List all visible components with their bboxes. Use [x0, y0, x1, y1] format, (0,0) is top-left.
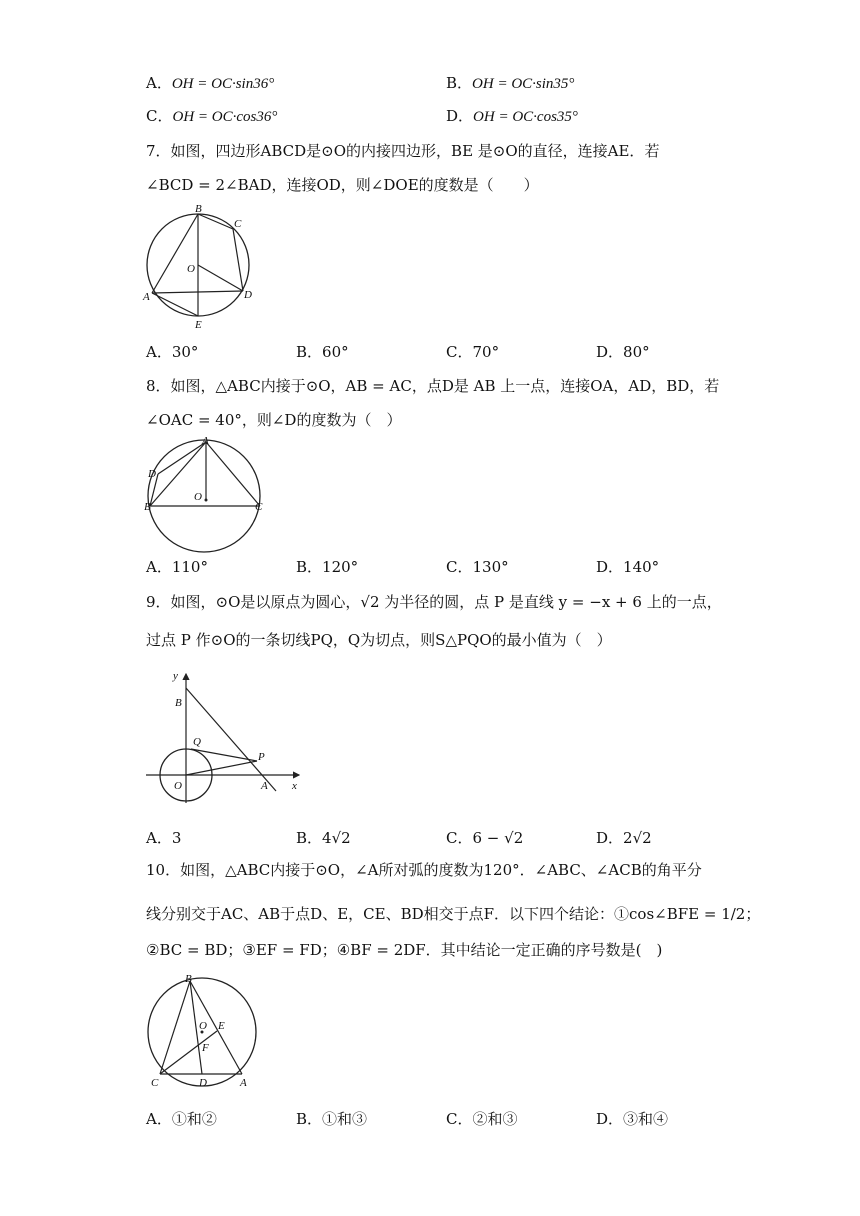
q9-label-q: Q: [193, 736, 201, 748]
q7-label-a: A: [143, 291, 150, 303]
q8-stem-line2: ∠OAC = 40°，则∠D的度数为（ ）: [146, 411, 402, 429]
q8-option-a: A．110°: [146, 558, 208, 576]
q6-option-d: D．OH = OC·cos35°: [446, 107, 578, 125]
q8-label-c: C: [255, 501, 263, 513]
q8-label-a: A: [202, 435, 209, 447]
q10-label-e: E: [218, 1020, 225, 1032]
q6-option-b: B．OH = OC·sin35°: [446, 74, 575, 92]
q10-label-d: D: [199, 1077, 207, 1089]
q10-figure: [144, 970, 264, 1092]
q9-label-o: O: [174, 780, 182, 792]
q7-label-o: O: [187, 263, 195, 275]
q9-option-d: D．2√2: [596, 829, 652, 847]
q7-label-c: C: [234, 218, 242, 230]
q9-label-a: A: [261, 780, 268, 792]
q10-label-a: A: [240, 1077, 247, 1089]
q6-option-a: A．OH = OC·sin36°: [146, 74, 275, 92]
q10-label-f: F: [202, 1042, 209, 1054]
q9-stem-line2: 过点 P 作⊙O的一条切线PQ，Q为切点，则S△PQO的最小值为（ ）: [146, 631, 612, 649]
q7-option-a: A．30°: [146, 343, 199, 361]
q8-figure: [142, 434, 272, 552]
q10-stem-line1: 10．如图，△ABC内接于⊙O，∠A所对弧的度数为120°．∠ABC、∠ACB的角平分: [146, 861, 702, 879]
q7-stem-line1: 7．如图，四边形ABCD是⊙O的内接四边形，BE 是⊙O的直径，连接AE．若: [146, 142, 660, 160]
q8-label-o: O: [194, 491, 202, 503]
q8-label-d: D: [148, 468, 156, 480]
q7-label-d: D: [244, 289, 252, 301]
q9-option-b: B．4√2: [296, 829, 351, 847]
q9-label-x: x: [292, 780, 297, 792]
q10-option-a: A．①和②: [146, 1110, 217, 1128]
q9-option-a: A．3: [146, 829, 182, 847]
q6-option-c: C．OH = OC·cos36°: [146, 107, 278, 125]
q9-label-p: P: [258, 751, 265, 763]
q8-option-d: D．140°: [596, 558, 660, 576]
q9-figure: [142, 668, 312, 813]
q9-label-y: y: [173, 670, 178, 682]
q9-label-b: B: [175, 697, 182, 709]
q7-label-b: B: [195, 203, 202, 215]
q8-option-b: B．120°: [296, 558, 359, 576]
q9-option-c: C．6 − √2: [446, 829, 524, 847]
q8-option-c: C．130°: [446, 558, 509, 576]
q10-option-b: B．①和③: [296, 1110, 368, 1128]
q7-option-c: C．70°: [446, 343, 500, 361]
q10-label-o: O: [199, 1020, 207, 1032]
q8-stem-line1: 8．如图，△ABC内接于⊙O，AB = AC，点D是 AB 上一点，连接OA，AD，BD，若: [146, 377, 720, 395]
q10-option-c: C．②和③: [446, 1110, 518, 1128]
q10-label-c: C: [151, 1077, 159, 1089]
q10-stem-line2: 线分别交于AC、AB于点D、E，CE、BD相交于点F．以下四个结论：①cos∠BFE = 1/2；: [146, 905, 761, 923]
q7-stem-line2: ∠BCD = 2∠BAD，连接OD，则∠DOE的度数是（ ）: [146, 176, 539, 194]
q8-label-b: B: [144, 501, 151, 513]
q7-figure: [140, 200, 270, 332]
q7-option-b: B．60°: [296, 343, 349, 361]
q10-option-d: D．③和④: [596, 1110, 669, 1128]
q10-label-b: B: [185, 973, 192, 985]
q7-option-d: D．80°: [596, 343, 650, 361]
q9-stem-line1: 9．如图，⊙O是以原点为圆心，√2 为半径的圆，点 P 是直线 y = −x + 6 上的一点，: [146, 593, 722, 611]
q7-label-e: E: [195, 319, 202, 331]
q10-stem-line3: ②BC = BD；③EF = FD；④BF = 2DF．其中结论一定正确的序号数是( ): [146, 941, 663, 959]
